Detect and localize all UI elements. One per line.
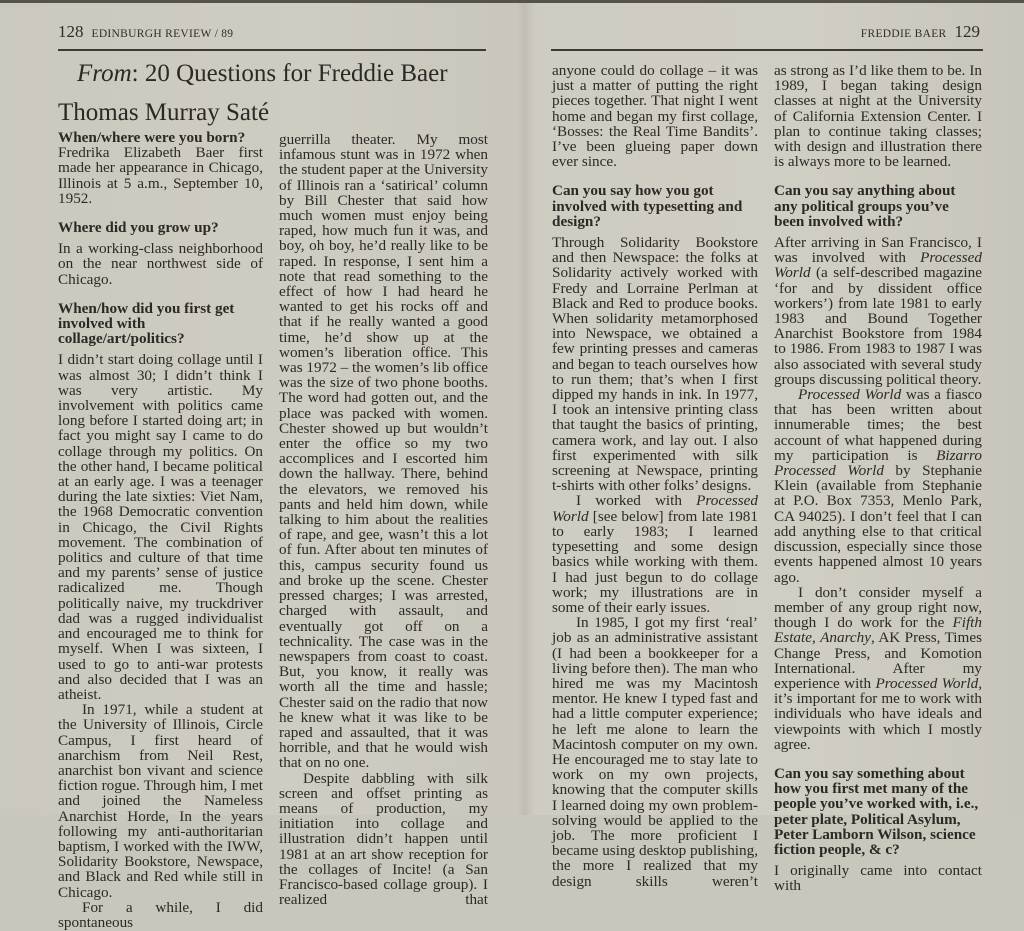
column-4 — [774, 63, 982, 894]
question-people-met: Can you say something about how you first met many of the people you’ve worked with, i.e., peter plate, Political Asylum, Peter Lamborn Wilson, science fiction people, & c? — [774, 764, 979, 858]
answer-paragraph-continued: as strong as I’d like them to be. In 1989, I began taking design classes at night at the University of California Extension Center. I plan to continue taking classes; with design and illustration there is always more to be learned. — [774, 62, 982, 171]
article-title — [77, 60, 448, 88]
title-prefix: From — [77, 60, 132, 87]
right-header-rule — [551, 49, 983, 51]
publication-title: Bizarro Processed World — [774, 446, 982, 480]
right-running-head-text: FREDDIE BAER — [860, 28, 947, 40]
publication-title: Fifth Estate — [774, 614, 982, 647]
question-born: When/where were you born? — [58, 129, 246, 146]
text-run: , AK Press, Times Change Press, and Komotion International. After my experience with — [774, 629, 982, 692]
question-typesetting-design: Can you say how you got involved with typesetting and design? — [552, 182, 743, 230]
answer-paragraph: In 1985, I got my first ‘real’ job as an administrative assistant (I had been a bookkeeper for a living before then). The man who hired me was my Macintosh mentor. He knew I typed fast and had a little computer experience; he left me alone to learn the Macintosh computer on my own. He encouraged me to stay late to work on my own projects, knowing that the computer skills I learned doing my own problem-solving would be applied to the job. The more proficient I became using desktop publishing, the more I realized that my design skills weren’t — [552, 614, 758, 890]
answer-paragraph: Despite dabbling with silk screen and offset printing as means of production, my initiation into collage and illustration didn’t happen until 1981 at an art show reception for the collages of Incite! (a San Francisco-based collage group). I realized that — [279, 769, 488, 909]
title-rest: : 20 Questions for Freddie Baer — [131, 60, 448, 87]
left-running-head-text: EDINBURGH REVIEW / 89 — [91, 28, 234, 40]
publication-title: Processed World — [552, 492, 758, 525]
publication-title: Processed World — [774, 249, 982, 282]
book-gutter — [516, 0, 534, 815]
answer-paragraph — [774, 585, 982, 752]
right-running-head — [861, 22, 980, 42]
top-edge — [0, 0, 1024, 3]
answer-paragraph: I originally came into contact with — [774, 862, 982, 895]
column-3 — [552, 63, 758, 889]
column-1 — [58, 130, 263, 930]
answer-grow-up: In a working-class neighborhood on the near northwest side of Chicago. — [58, 240, 263, 288]
answer-paragraph-continued: guerrilla theater. My most infamous stunt was in 1972 when the student paper at the University of Illinois ran a ‘satirical’ column by Bill Chester that said how much women must enjoy being raped, how much fun it was, and boy, oh boy, he’d really like to be raped. In response, I sent him a note that read something to the effect of how I had heard he wanted to get his rocks off and that if he really wanted a good time, he’d show up at the women’s liberation office. This was 1972 – the women’s lib office was the size of two phone booths. The word had gotten out, and the place was packed with women. Chester showed up but wouldn’t enter the office so my two accomplices and I escorted him down the hallway. There, behind the elevators, we removed his pants and held him down, while talking to him about the realities of rape, and gee, wasn’t this a lot of fun. After about ten minutes of this, campus security found us and broke up the scene. Chester pressed charges; I was arrested, charged with assault, and eventually got off on a technicality. The case was in the newspapers from coast to coast. But, you know, it really was worth all the time and hassle; Chester said on the radio that now he knew what it was like to be raped and assaulted, that it was horrible, and that he would wish that on no one. — [279, 131, 488, 772]
answer-paragraph — [774, 387, 982, 585]
text-run: After arriving in San Francisco, I was involved with — [774, 234, 982, 267]
text-run: I worked with — [576, 492, 697, 510]
left-page-number: 128 — [58, 22, 84, 41]
question-collage-art-politics: When/how did you first get involved with collage/art/politics? — [58, 299, 235, 348]
answer-paragraph: Through Solidarity Bookstore and then Newspace: the folks at Solidarity actively worked with Fredy and Lorraine Perlman at Black and Red to produce books. When solidarity metamorphosed into Newspace, we obtained a few printing presses and cameras and began to teach ourselves how to run them; that’s when I first dipped my hands in ink. In 1977, I took an intensive printing class that taught the basics of printing, camera work, and lay out. I also first experimented with silk screening at Newspace, printing t-shirts with other folks’ designs. — [552, 234, 758, 495]
publication-title: Processed World — [875, 674, 979, 692]
text-run: , — [811, 629, 821, 647]
text-run: by Stephanie Klein (available from Stephanie at P.O. Box 7353, Menlo Park, CA 94025). I don’t feel that I can add anything else to that critical discussion, especially since those events happened almost 10 years ago. — [774, 462, 983, 586]
answer-paragraph: For a while, I did spontaneous — [58, 898, 263, 931]
publication-title: Processed World — [798, 386, 902, 404]
text-run: was a fiasco that has been written about innumerable times; the best account of what happened during my participation is — [774, 386, 982, 464]
answer-paragraph: I didn’t start doing collage until I was almost 30; I didn’t think I was very artistic. My involvement with politics came long before I started doing art; in fact you might say I came to do collage through my politics. On the other hand, I became political at an early age. I was a teenager during the late sixties: Viet Nam, the 1968 Democratic convention in Chicago, the Civil Rights movement. The combination of politics and culture of that time and my parents’ sense of justice radicalized me. Though politically naive, my truckdriver dad was a rugged individualist and encouraged me to think for myself. When I was sixteen, I used to go to anti-war protests and also decided that I was an atheist. — [58, 351, 263, 703]
left-running-head — [58, 22, 233, 42]
answer-paragraph-continued: anyone could do collage – it was just a matter of putting the right pieces together. That night I went home and began my first collage, ‘Bosses: the Real Time Bandits’. I’ve been glueing paper down ever since. — [552, 62, 758, 171]
answer-paragraph — [774, 235, 982, 387]
question-grow-up: Where did you grow up? — [58, 219, 219, 237]
text-run: (a self-described magazine ‘for and by dissident office workers’) from late 1981 to early 1983 and Bound Together Anarchist Bookstore from 1984 to 1986. From 1983 to 1987 I was also associated with several study groups discussing political theory. — [774, 264, 982, 388]
answer-born: Fredrika Elizabeth Baer first made her appearance in Chicago, Illinois at 5 a.m., September 10, 1952. — [58, 144, 263, 207]
author-name: Thomas Murray Saté — [58, 99, 270, 126]
answer-paragraph: In 1971, while a student at the University of Illinois, Circle Campus, I first heard of anarchism from Neil Rest, anarchist bon vivant and science fiction rogue. Through him, I met and joined the Nameless Anarchist Horde, In the years following my anti-authoritarian baptism, I worked with the IWW, Solidarity Bookstore, Newspace, and Black and Red while still in Chicago. — [58, 701, 263, 901]
question-political-groups: Can you say anything about any political groups you’ve been involved with? — [774, 182, 956, 230]
right-page-number: 129 — [954, 22, 980, 41]
column-2 — [279, 132, 488, 907]
answer-paragraph — [552, 493, 758, 615]
left-header-rule — [58, 49, 486, 51]
text-run: , it’s important for me to work with individuals who have ideals and viewpoints with which I mostly agree. — [774, 674, 982, 753]
text-run: I don’t consider myself a member of any group right now, though I do work for the — [774, 583, 982, 632]
text-run: [see below] from late 1981 to early 1983; I learned typesetting and some design basics while working with them. I had just begun to do collage work; my illustrations are in some of their early issues. — [552, 507, 758, 616]
publication-title: Anarchy — [820, 629, 872, 647]
